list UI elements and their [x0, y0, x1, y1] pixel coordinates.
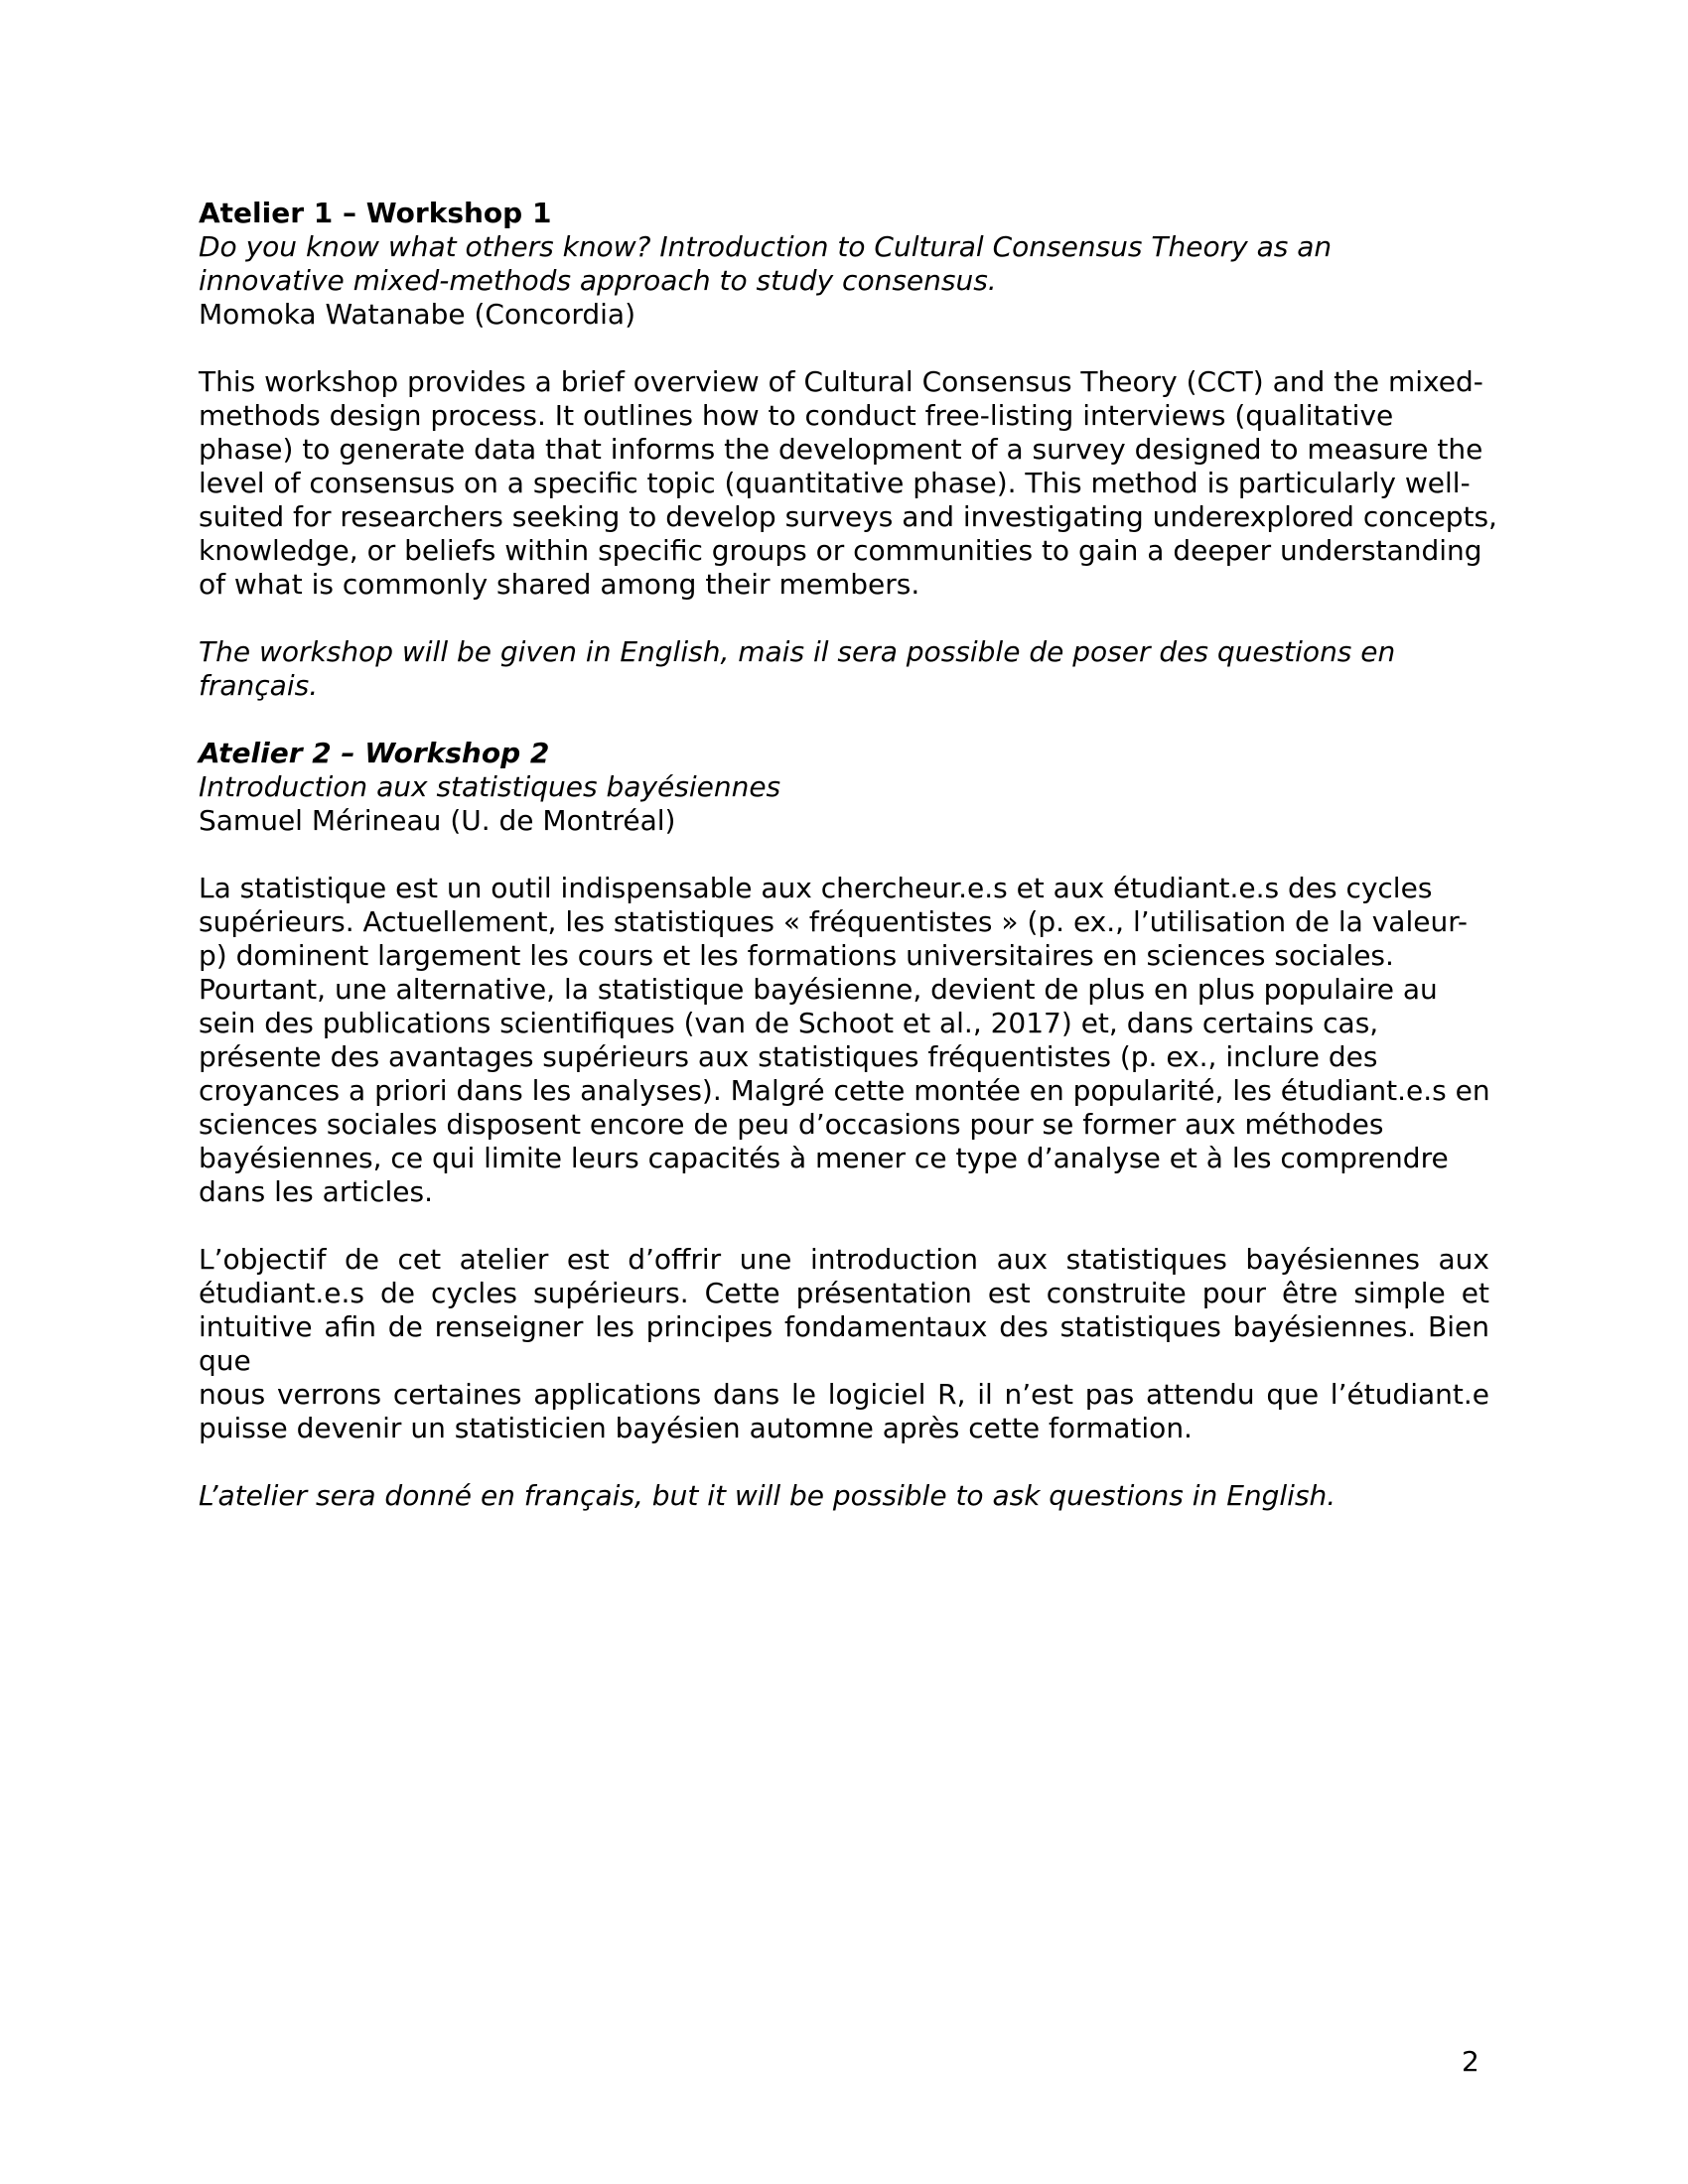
workshop-1-subtitle-line-2: innovative mixed-methods approach to study consensus. — [199, 264, 997, 297]
workshop-1-header — [199, 197, 1489, 332]
workshop-2-paragraph-1-line: croyances a priori dans les analyses). Malgré cette montée en popularité, les étudiant.e.s en — [199, 1074, 1490, 1107]
workshop-1-language-note-line: français. — [199, 669, 319, 702]
workshop-2-language-note — [199, 1479, 1489, 1513]
workshop-2-paragraph-2-line: intuitive afin de renseigner les principes fondamentaux des statistiques bayésiennes. Bien que — [199, 1310, 1489, 1377]
workshop-1-body-line: phase) to generate data that informs the development of a survey designed to measure the — [199, 433, 1483, 466]
page-number: 2 — [1462, 2045, 1479, 2078]
workshop-2-paragraph-1-line: bayésiennes, ce qui limite leurs capacités à mener ce type d’analyse et à les comprendre — [199, 1142, 1449, 1174]
workshop-2-paragraph-2-line: L’objectif de cet atelier est d’offrir une introduction aux statistiques bayésiennes aux — [199, 1243, 1489, 1276]
workshop-1-language-note — [199, 635, 1489, 703]
workshop-2-presenter: Samuel Mérineau (U. de Montréal) — [199, 804, 676, 837]
workshop-2-paragraph-1-line: Pourtant, une alternative, la statistique bayésienne, devient de plus en plus populaire au — [199, 973, 1438, 1006]
workshop-1-body-line: level of consensus on a specific topic (quantitative phase). This method is particularly well- — [199, 467, 1471, 499]
workshop-2-paragraph-1-line: présente des avantages supérieurs aux statistiques fréquentistes (p. ex., inclure des — [199, 1040, 1378, 1073]
workshop-1-language-note-line: The workshop will be given in English, mais il sera possible de poser des questions en — [199, 635, 1396, 668]
workshop-2-header — [199, 737, 1489, 838]
workshop-2-language-note-line: L’atelier sera donné en français, but it will be possible to ask questions in English. — [199, 1479, 1336, 1512]
workshop-2-paragraph-2-line: étudiant.e.s de cycles supérieurs. Cette présentation est construite pour être simple et — [199, 1277, 1489, 1309]
workshop-1-body-line: knowledge, or beliefs within specific groups or communities to gain a deeper understanding — [199, 534, 1482, 567]
workshop-1-body-line: of what is commonly shared among their members. — [199, 568, 920, 601]
workshop-2-paragraph-1-line: p) dominent largement les cours et les formations universitaires en sciences sociales. — [199, 939, 1394, 972]
document-page — [199, 197, 1497, 1547]
workshop-1-heading: Atelier 1 – Workshop 1 — [199, 197, 552, 229]
workshop-2-subtitle: Introduction aux statistiques bayésiennes — [199, 770, 781, 803]
workshop-2-paragraph-1-line: sein des publications scientifiques (van de Schoot et al., 2017) et, dans certains cas, — [199, 1007, 1379, 1039]
workshop-2-paragraph-1-line: La statistique est un outil indispensable aux chercheur.e.s et aux étudiant.e.s des cycles — [199, 872, 1433, 904]
workshop-2-paragraph-2-line: nous verrons certaines applications dans le logiciel R, il n’est pas attendu que l’étudiant.e — [199, 1378, 1489, 1411]
workshop-2-paragraph-1-line: supérieurs. Actuellement, les statistiques « fréquentistes » (p. ex., l’utilisation de la valeur- — [199, 905, 1469, 938]
workshop-2-paragraph-1 — [199, 872, 1489, 1209]
workshop-1-description — [199, 365, 1497, 602]
workshop-2-section — [199, 737, 1489, 1513]
workshop-2-heading: Atelier 2 – Workshop 2 — [199, 737, 550, 769]
workshop-1-presenter: Momoka Watanabe (Concordia) — [199, 298, 636, 331]
workshop-2-paragraph-1-line: sciences sociales disposent encore de peu d’occasions pour se former aux méthodes — [199, 1108, 1384, 1141]
workshop-2-paragraph-2-line: puisse devenir un statisticien bayésien automne après cette formation. — [199, 1412, 1193, 1444]
workshop-1-section — [199, 197, 1497, 703]
workshop-2-paragraph-2 — [199, 1243, 1489, 1445]
workshop-1-subtitle-line-1: Do you know what others know? Introduction to Cultural Consensus Theory as an — [199, 230, 1333, 263]
workshop-2-paragraph-1-line: dans les articles. — [199, 1175, 433, 1208]
workshop-1-body-line: suited for researchers seeking to develop surveys and investigating underexplored concepts, — [199, 500, 1497, 533]
workshop-1-body-line: methods design process. It outlines how to conduct free-listing interviews (qualitative — [199, 399, 1394, 432]
workshop-1-body-line: This workshop provides a brief overview of Cultural Consensus Theory (CCT) and the mixed- — [199, 365, 1483, 398]
